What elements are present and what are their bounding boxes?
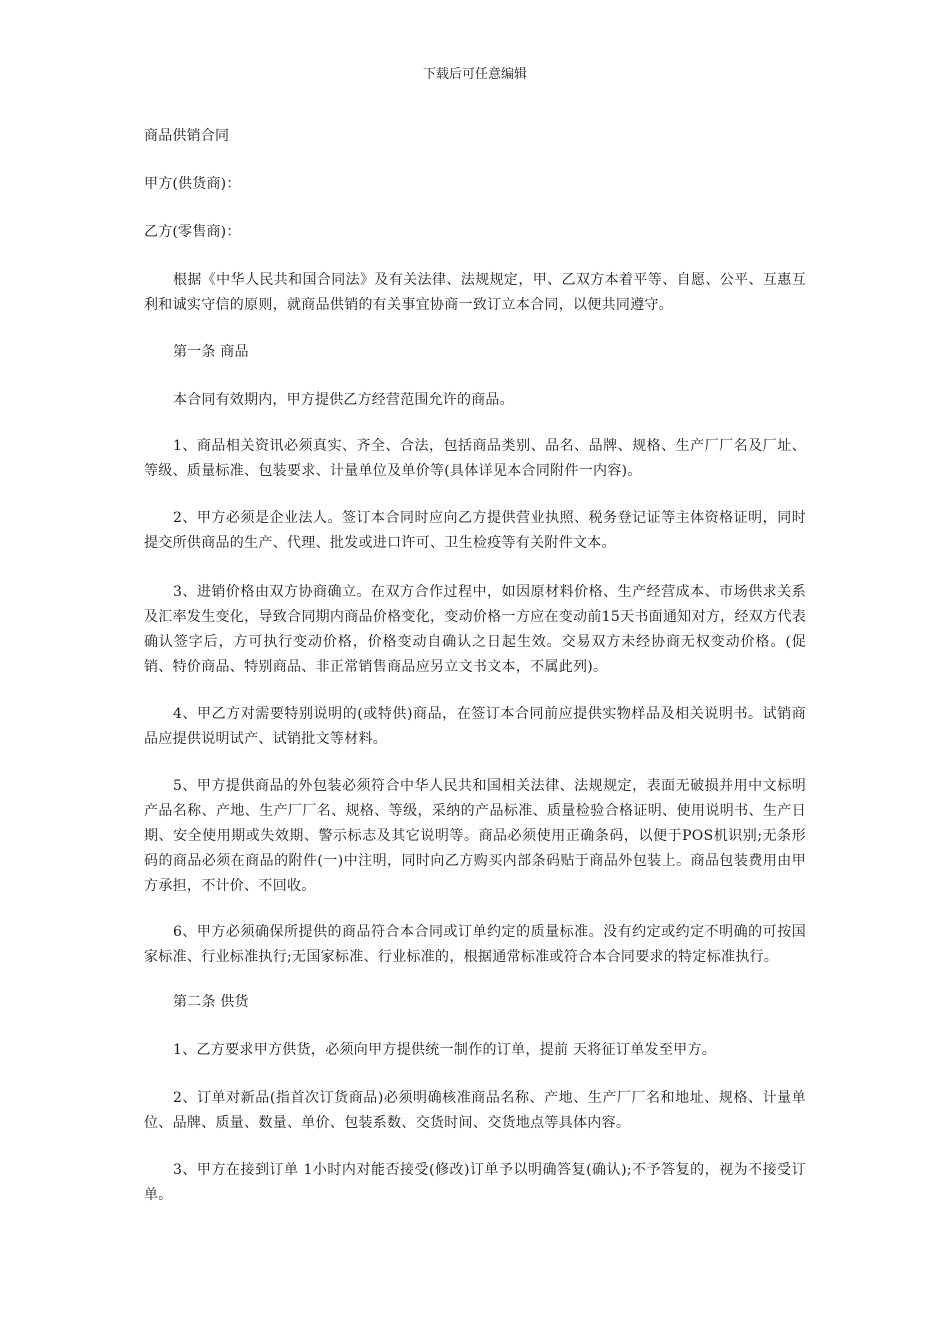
article-1-item-1: 1、商品相关资讯必须真实、齐全、合法，包括商品类别、品名、品牌、规格、生产厂厂名及厂址、等级、质量标准、包装要求、计量单位及单价等(具体详见本合同附件一内容)。 <box>144 438 806 479</box>
intro-paragraph: 根据《中华人民共和国合同法》及有关法律、法规规定，甲、乙双方本着平等、自愿、公平、互惠互利和诚实守信的原则，就商品供销的有关事宜协商一致订立本合同，以便共同遵守。 <box>144 272 806 313</box>
party-b-line: 乙方(零售商)： <box>144 224 241 240</box>
article-1-item-2: 2、甲方必须是企业法人。签订本合同时应向乙方提供营业执照、税务登记证等主体资格证明，同时提交所供商品的生产、代理、批发或进口许可、卫生检疫等有关附件文本。 <box>144 510 806 551</box>
article-1-item-5: 5、甲方提供商品的外包装必须符合中华人民共和国相关法律、法规规定，表面无破损并用中文标明产品名称、产地、生产厂厂名、规格、等级，采纳的产品标准、质量检验合格证明、使用说明书、生产日期、安全使用期或失效期、警示标志及其它说明等。商品必须使用正确条码，以便于POS机识别;无条形码的商品必须在商品的附件(一)中注明，同时向乙方购买内部条码贴于商品外包装上。商品包装费用由甲方承担，不计价、不回收。 <box>144 778 806 894</box>
article-1-item-4: 4、甲乙方对需要特别说明的(或特供)商品，在签订本合同前应提供实物样品及相关说明书。试销商品应提供说明试产、试销批文等材料。 <box>144 706 806 747</box>
party-a-line: 甲方(供货商)： <box>144 176 241 192</box>
article-2-item-3: 3、甲方在接到订单 1小时内对能否接受(修改)订单予以明确答复(确认);不予答复的，视为不接受订单。 <box>144 1162 806 1203</box>
article-1-lead: 本合同有效期内，甲方提供乙方经营范围允许的商品。 <box>173 392 514 408</box>
article-2-item-1: 1、乙方要求甲方供货，必须向甲方提供统一制作的订单，提前 天将征订单发至甲方。 <box>173 1042 717 1058</box>
article-1-item-6: 6、甲方必须确保所提供的商品符合本合同或订单约定的质量标准。没有约定或约定不明确的可按国家标准、行业标准执行;无国家标准、行业标准的，根据通常标准或符合本合同要求的特定标准执行。 <box>144 924 806 965</box>
contract-title: 商品供销合同 <box>144 128 230 144</box>
article-2-item-2: 2、订单对新品(指首次订货商品)必须明确核准商品名称、产地、生产厂厂名和地址、规格、计量单位、品牌、质量、数量、单价、包装系数、交货时间、交货地点等具体内容。 <box>144 1090 806 1131</box>
article-1-item-3: 3、进销价格由双方协商确立。在双方合作过程中，如因原材料价格、生产经营成本、市场供求关系及汇率发生变化，导致合同期内商品价格变化，变动价格一方应在变动前15天书面通知对方，经双方代表确认签字后，方可执行变动价格，价格变动自确认之日起生效。交易双方未经协商无权变动价格。(促销、特价商品、特别商品、非正常销售商品应另立文书文本，不属此列)。 <box>144 584 806 675</box>
article-2-heading: 第二条 供货 <box>173 994 249 1010</box>
header-note: 下载后可任意编辑 <box>422 67 527 82</box>
article-1-heading: 第一条 商品 <box>173 344 249 360</box>
